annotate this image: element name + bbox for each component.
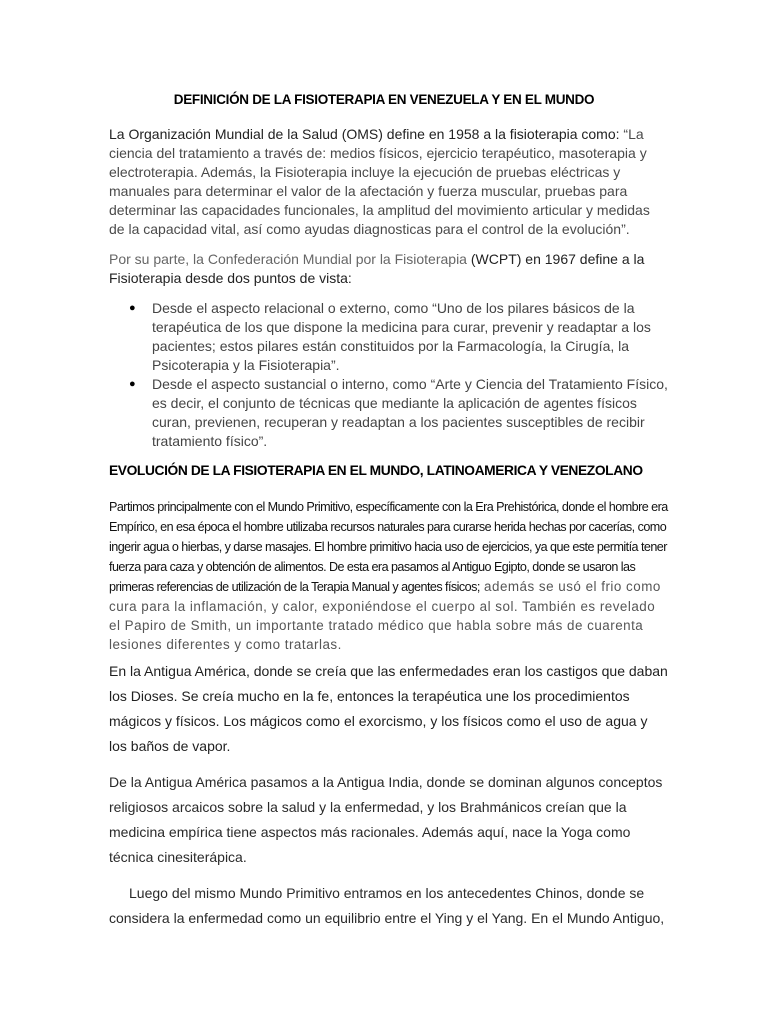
viewpoints-list: [109, 299, 669, 451]
section-heading: EVOLUCIÓN DE LA FISIOTERAPIA EN EL MUNDO, LATINOAMERICA Y VENEZOLANO: [109, 463, 643, 478]
ancient-india-paragraph: De la Antigua América pasamos a la Antigua India, donde se dominan algunos conceptos religiosos arcaicos sobre la salud y la enfermedad, y los Brahmánicos creían que la medicina empírica tiene aspectos más racionales. Además aquí, nace la Yoga como técnica cinesiterápica.: [109, 774, 663, 865]
chinese-text: Luego del mismo Mundo Primitivo entramos en los antecedentes Chinos, donde se considera la enfermedad como un equilibrio entre el Ying y el Yang. En el Mundo Antiguo,: [109, 885, 665, 926]
oms-quote-text: “La ciencia del tratamiento a través de: medios físicos, ejercicio terapéutico, masoterapia y electroterapia. Además, la Fisioterapia incluye la ejecución de pruebas eléctricas y manuales para determinar el valor de la afectación y fuerza muscular, pruebas para determinar las capacidades funcionales, la amplitud del movimiento articular y medidas de la capacidad vital, así como ayudas diagnosticas para el control de la evolución”.: [109, 126, 650, 237]
list-item: [109, 299, 669, 375]
wcpt-paragraph: [109, 250, 669, 288]
list-item-text: Desde el aspecto sustancial o interno, como “Arte y Ciencia del Tratamiento Físico, es decir, el conjunto de técnicas que mediante la aplicación de agentes físicos curan, previenen, recuperan y readaptan a los pacientes susceptibles de recibir tratamiento físico”.: [152, 376, 668, 449]
chinese-antecedents-paragraph: [109, 881, 669, 931]
primitive-world-paragraph: [109, 497, 669, 654]
ancient-america-paragraph: En la Antigua América, donde se creía que las enfermedades eran los castigos que daban los Dioses. Se creía mucho en la fe, entonces la terapéutica une los procedimientos mágicos y físicos. Los mágicos como el exorcismo, y los físicos como el uso de agua y los baños de vapor.: [109, 663, 668, 754]
primitive-text-condensed: Partimos principalmente con el Mundo Primitivo, específicamente con la Era Prehistórica, donde el hombre era Empírico, en esa época el hombre utilizaba recursos naturales para curarse herida hechas por cacerías, como ingerir agua o hierbas, y darse masajes. El hombre primitivo hacia uso de ejercicios, ya que este permitía tener fuerza para caza y obtención de alimentos. De esta era pasamos al Antiguo Egipto, donde se usaron las primeras referencias de utilización de la Terapia Manual y agentes físicos;: [109, 500, 668, 594]
oms-lead-text: La Organización Mundial de la Salud (OMS) define en 1958 a la fisioterapia como:: [109, 126, 624, 142]
oms-definition-paragraph: [109, 125, 669, 239]
wcpt-rest-text: (WCPT) en 1967 define a la Fisioterapia desde dos puntos de vista:: [109, 251, 645, 286]
list-item-text: Desde el aspecto relacional o externo, como “Uno de los pilares básicos de la terapéutica de los que dispone la medicina para curar, prevenir y readaptar a los pacientes; estos pilares están constituidos por la Farmacología, la Cirugía, la Psicoterapia y la Fisioterapia”.: [152, 300, 651, 373]
wcpt-lead-text: Por su parte, la Confederación Mundial por la Fisioterapia: [109, 251, 467, 267]
list-item: [109, 375, 669, 451]
bullet-icon: ●: [129, 378, 136, 390]
document-title: DEFINICIÓN DE LA FISIOTERAPIA EN VENEZUELA Y EN EL MUNDO: [173, 92, 595, 107]
primitive-text-continued: además se usó el frio como cura para la inflamación, y calor, exponiéndose el cuerpo al sol. También es revelado el Papiro de Smith, un importante tratado médico que habla sobre más de cuarenta lesiones diferentes y como tratarlas.: [109, 579, 661, 652]
bullet-icon: ●: [129, 302, 136, 314]
